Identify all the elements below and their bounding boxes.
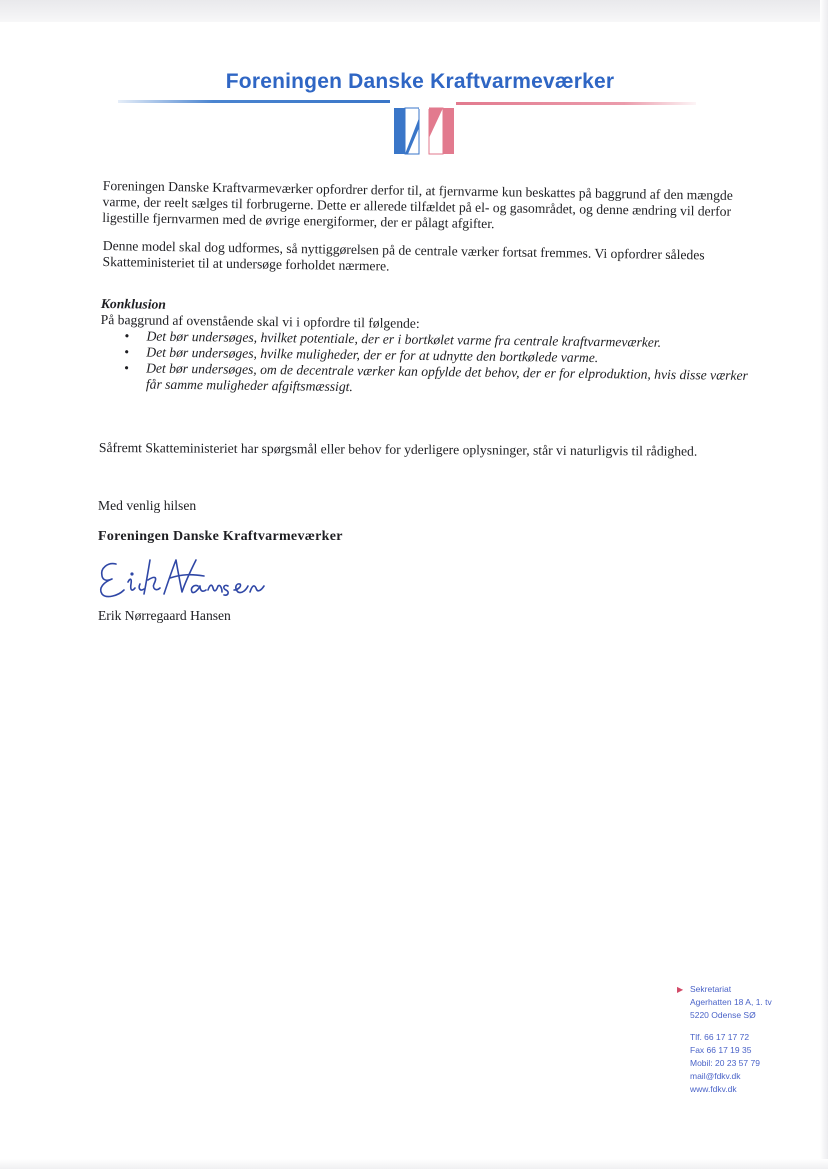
contact-mobile: Mobil: 20 23 57 79 [690,1058,760,1068]
paragraph-2: Denne model skal dog udformes, så nyttiggørelsen på de centrale værker fortsat fremmes. Vi opfordrer således Skatteministeriet til at undersøge forholdet nærmere. [102,238,705,274]
greeting: Med venlig hilsen [98,498,197,513]
contact-address-2: 5220 Odense SØ [690,1010,756,1020]
fdkv-logo [392,98,456,158]
scan-top-edge [0,0,828,22]
signer-organization: Foreningen Danske Kraftvarmeværker [98,529,343,544]
contact-phone: Tlf. 66 17 17 72 [690,1032,750,1042]
triangle-right-icon: ▶ [677,985,684,994]
letterhead-title: Foreningen Danske Kraftvarmeværker [225,70,615,93]
contact-web[interactable]: www.fdkv.dk [690,1084,737,1094]
letterhead-rule-blue [118,100,390,103]
conclusion-heading: Konklusion [100,296,166,312]
contact-block [677,983,780,1096]
list-item: • Det bør undersøges, hvilket potentiale, der er i bortkølet varme fra centrale kraftvarmeværker. [124,328,760,352]
contact-address-1: Agerhatten 18 A, 1. tv [690,997,772,1007]
contact-email[interactable]: mail@fdkv.dk [690,1071,741,1081]
scan-right-edge [820,0,828,1169]
conclusion-intro: På baggrund af ovenstående skal vi i opfordre til følgende: [100,311,420,331]
conclusion-section [100,296,761,400]
contact-title: Sekretariat [690,984,732,994]
contact-fax: Fax 66 17 19 35 [690,1045,752,1055]
list-item: • Det bør undersøges, hvilke muligheder, der er for at udnytte den bortkølede varme. [124,344,760,368]
closing-paragraph: Såfremt Skatteministeriet har spørgsmål eller behov for yderligere oplysninger, står vi naturligvis til rådighed. [98,440,698,459]
signer-name: Erik Nørregaard Hansen [98,608,231,623]
handwritten-signature [94,554,274,602]
conclusion-list [100,328,761,400]
letterhead-rule-red [456,102,696,105]
scan-bottom-edge [0,1159,828,1169]
paragraph-1: Foreningen Danske Kraftvarmeværker opfordrer derfor til, at fjernvarme kun beskattes på baggrund af den mængde varme, der reelt sælges til forbrugerne. Dette er allerede tilfældet på el- og gasområdet, og denne ændring vil derfor ligestille fjernvarmen med de øvrige energiformer, der er pålagt afgifter. [102,178,733,232]
list-item: • Det bør undersøges, om de decentrale værker kan opfylde det behov, der er for elproduktion, hvis disse værker får samme muligheder afgiftsmæssigt. [124,360,760,400]
